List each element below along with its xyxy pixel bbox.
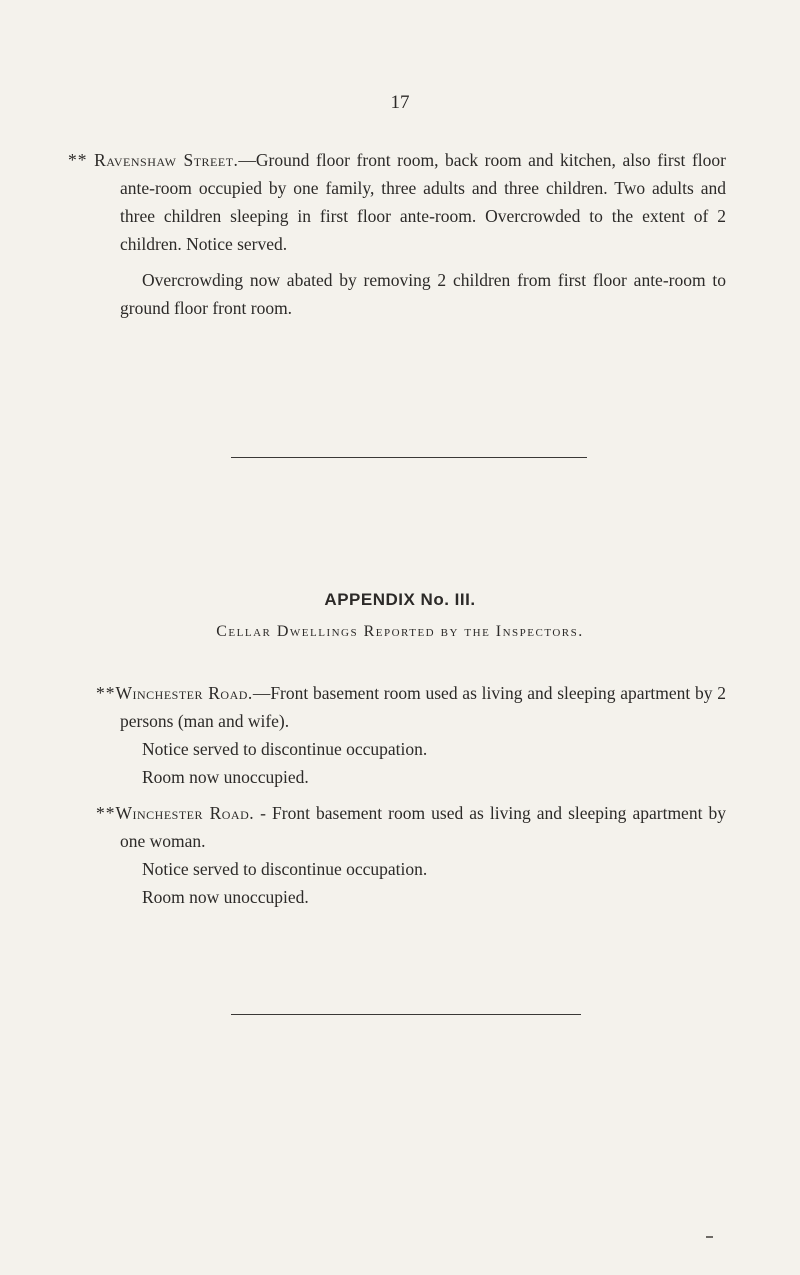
section-divider — [231, 1014, 581, 1015]
double-asterisk-marker: ** — [68, 150, 88, 170]
winchester-road-entry-2 — [96, 799, 726, 911]
page-number: 17 — [390, 92, 410, 113]
entry-text: —Ground floor front room, back room and kitchen, also first floor ante-room occupied by one family, three adults and three children. Two adults and three children sleeping in first floor ante-room. Overcrowded to the extent of 2 children. Notice served. — [120, 150, 727, 254]
appendix-title: APPENDIX No. III. — [324, 590, 476, 609]
entry-status: Room now unoccupied. — [142, 887, 309, 907]
winchester-road-entry-1 — [96, 679, 726, 791]
entry-followup: Overcrowding now abated by removing 2 children from first floor ante-room to ground floor front room. — [120, 270, 726, 318]
entry-heading: Winchester Road. — [115, 803, 255, 823]
appendix-subtitle: Cellar Dwellings Reported by the Inspectors. — [216, 623, 584, 640]
page-mark — [706, 1236, 713, 1238]
entry-paragraph — [68, 146, 727, 258]
ravenshaw-street-entry — [68, 146, 727, 322]
entry-status: Room now unoccupied. — [142, 767, 309, 787]
double-asterisk-marker: ** — [96, 683, 116, 703]
entry-paragraph — [96, 679, 726, 735]
section-divider — [231, 457, 587, 458]
entry-heading: Ravenshaw Street. — [94, 150, 239, 170]
entry-paragraph — [96, 799, 726, 855]
entry-text: —Front basement room used as living and sleeping apartment by 2 persons (man and wife). — [120, 683, 726, 731]
entry-notice: Notice served to discontinue occupation. — [142, 859, 428, 879]
entry-notice: Notice served to discontinue occupation. — [142, 739, 428, 759]
entry-heading: Winchester Road. — [115, 683, 253, 703]
double-asterisk-marker: ** — [96, 803, 116, 823]
entry-text: - Front basement room used as living and sleeping apartment by one woman. — [120, 803, 726, 851]
